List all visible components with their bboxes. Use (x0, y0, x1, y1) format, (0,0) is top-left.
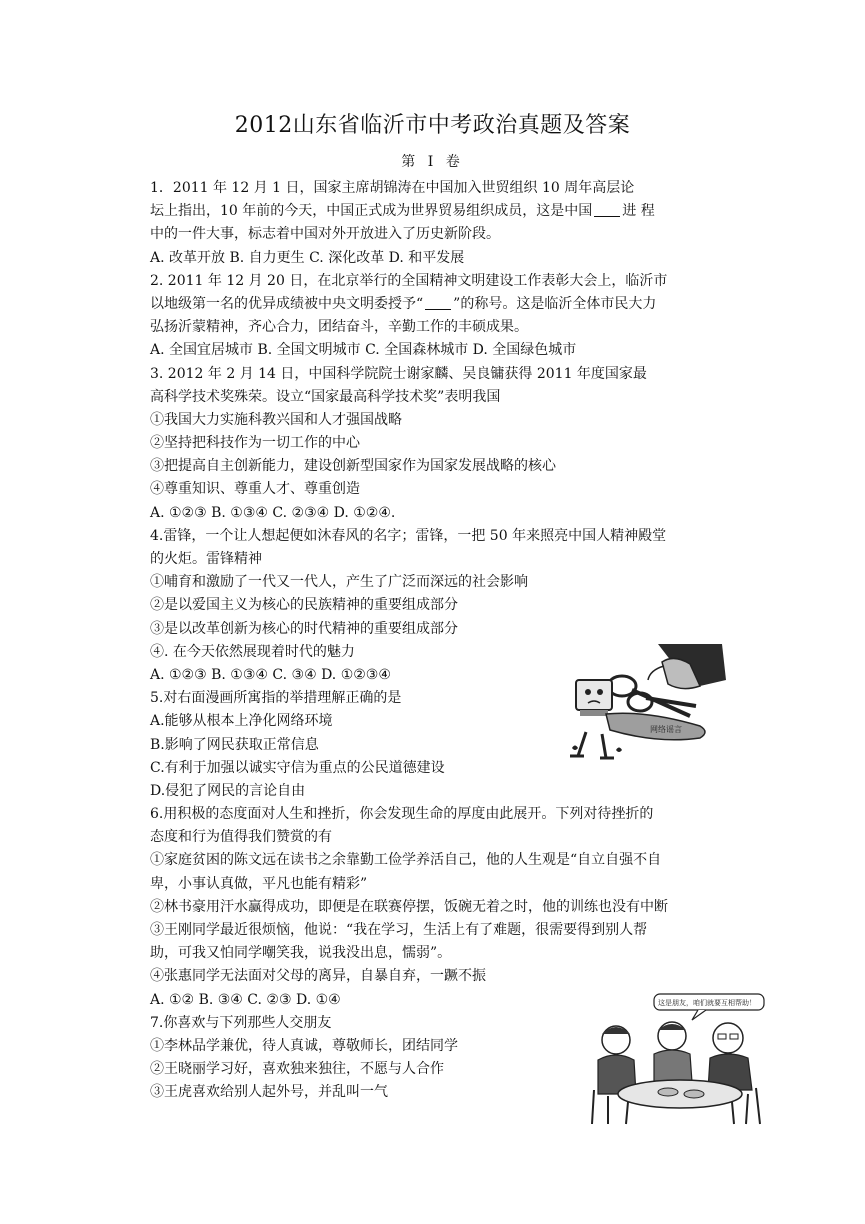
q6-item-1a: ①家庭贫困的陈文远在读书之余靠勤工俭学养活自己，他的人生观是“自立自强不自 (150, 852, 662, 869)
q1-options: A. 改革开放 B. 自力更生 C. 深化改革 D. 和平发展 (150, 249, 465, 266)
q1-line-1: 1．2011 年 12 月 1 日，国家主席胡锦涛在中国加入世贸组织 10 周年高层论 (150, 180, 635, 196)
scissors-cartoon-illustration (550, 640, 728, 764)
q2-options: A. 全国宜居城市 B. 全国文明城市 C. 全国森林城市 D. 全国绿色城市 (150, 342, 577, 359)
document-title: 2012山东省临沂市中考政治真题及答案 (234, 113, 631, 138)
q6-item-2: ②林书豪用汗水赢得成功，即便是在联赛停摆，饭碗无着之时，他的训练也没有中断 (150, 898, 668, 915)
dinner-table-cartoon-image (588, 990, 768, 1126)
q4-item-1: ①哺育和激励了一代又一代人，产生了广泛而深远的社会影响 (150, 574, 528, 591)
q6-item-3a: ③王刚同学最近很烦恼，他说：“我在学习，生活上有了难题，很需要得到别人帮 (150, 922, 648, 938)
q4-line-1: 4.雷锋，一个让人想起便如沐春风的名字；雷锋，一把 50 年来照亮中国人精神殿堂 (150, 527, 667, 544)
tongue-label: 网络谣言 (650, 725, 682, 734)
q4-item-4: ④. 在今天依然展现着时代的魅力 (150, 643, 355, 660)
q5-option-c: C.有利于加强以诚实守信为重点的公民道德建设 (150, 759, 445, 776)
q3-line-2: 高科学技术奖殊荣。设立“国家最高科学技术奖”表明我国 (150, 388, 501, 405)
q2-line-3: 弘扬沂蒙精神，齐心合力，团结奋斗，辛勤工作的丰硕成果。 (150, 319, 528, 336)
q3-item-3: ③把提高自主创新能力，建设创新型国家作为国家发展战略的核心 (150, 458, 556, 475)
scissors-cartoon-image (550, 640, 728, 764)
question-1 (150, 177, 730, 270)
q6-options: A. ①② B. ③④ C. ②③ D. ①④ (150, 991, 341, 1008)
q7-item-1: ①李林品学兼优，待人真诚，尊敬师长，团结同学 (150, 1037, 458, 1054)
q3-options: A. ①②③ B. ①③④ C. ②③④ D. ①②④. (150, 504, 396, 521)
q6-line-1: 6.用积极的态度面对人生和挫折，你会发现生命的厚度由此展开。下列对待挫折的 (150, 806, 654, 823)
q2-line-2: 以地级第一名的优异成绩被中央文明委授予“ ”的称号。这是临沂全体市民大力 (150, 295, 657, 312)
answer-blank (425, 295, 451, 310)
answer-blank (594, 202, 620, 217)
q1-line-3: 中的一件大事，标志着中国对外开放进入了历史新阶段。 (150, 226, 500, 243)
q5-option-b: B.影响了网民获取正常信息 (150, 736, 319, 753)
section-heading: 第 I 卷 (401, 154, 464, 170)
question-2 (150, 270, 730, 363)
q5-option-a: A.能够从根本上净化网络环境 (150, 713, 333, 730)
q4-item-3: ③是以改革创新为核心的时代精神的重要组成部分 (150, 620, 458, 637)
q7-item-3: ③王虎喜欢给别人起外号，并乱叫一气 (150, 1084, 388, 1101)
q5-line-1: 5.对右面漫画所寓指的举措理解正确的是 (150, 690, 402, 707)
q7-item-2: ②王晓丽学习好，喜欢独来独往，不愿与人合作 (150, 1061, 444, 1078)
question-3 (150, 363, 730, 525)
q4-item-2: ②是以爱国主义为核心的民族精神的重要组成部分 (150, 597, 458, 614)
q7-line-1: 7.你喜欢与下列那些人交朋友 (150, 1014, 332, 1031)
q1-line-2: 坛上指出，10 年前的今天，中国正式成为世界贸易组织成员，这是中国 进 程 (150, 203, 655, 220)
q6-item-3b: 助，可我又怕同学嘲笑我，说我没出息，懦弱”。 (150, 945, 452, 962)
q6-line-2: 态度和行为值得我们赞赏的有 (150, 829, 332, 846)
question-6 (150, 803, 730, 1012)
q3-item-4: ④尊重知识、尊重人才、尊重创造 (150, 481, 360, 498)
speech-bubble-text: 这是朋友，咱们就要互相帮助！ (658, 999, 756, 1007)
q3-item-2: ②坚持把科技作为一切工作的中心 (150, 435, 360, 452)
q2-line-1: 2. 2011 年 12 月 20 日，在北京举行的全国精神文明建设工作表彰大会上，临沂市 (150, 272, 668, 289)
q4-line-2: 的火炬。雷锋精神 (150, 551, 262, 567)
q6-item-1b: 卑，小事认真做，平凡也能有精彩” (150, 875, 368, 892)
q4-options: A. ①②③ B. ①③④ C. ③④ D. ①②③④ (150, 666, 391, 683)
q3-item-1: ①我国大力实施科教兴国和人才强国战略 (150, 411, 402, 428)
q5-option-d: D.侵犯了网民的言论自由 (150, 782, 306, 799)
dinner-cartoon-illustration (588, 990, 768, 1126)
q3-line-1: 3. 2012 年 2 月 14 日，中国科学院院士谢家麟、吴良镛获得 2011 年度国家最 (150, 365, 647, 382)
q6-item-4: ④张惠同学无法面对父母的离异，自暴自弃，一蹶不振 (150, 968, 486, 985)
